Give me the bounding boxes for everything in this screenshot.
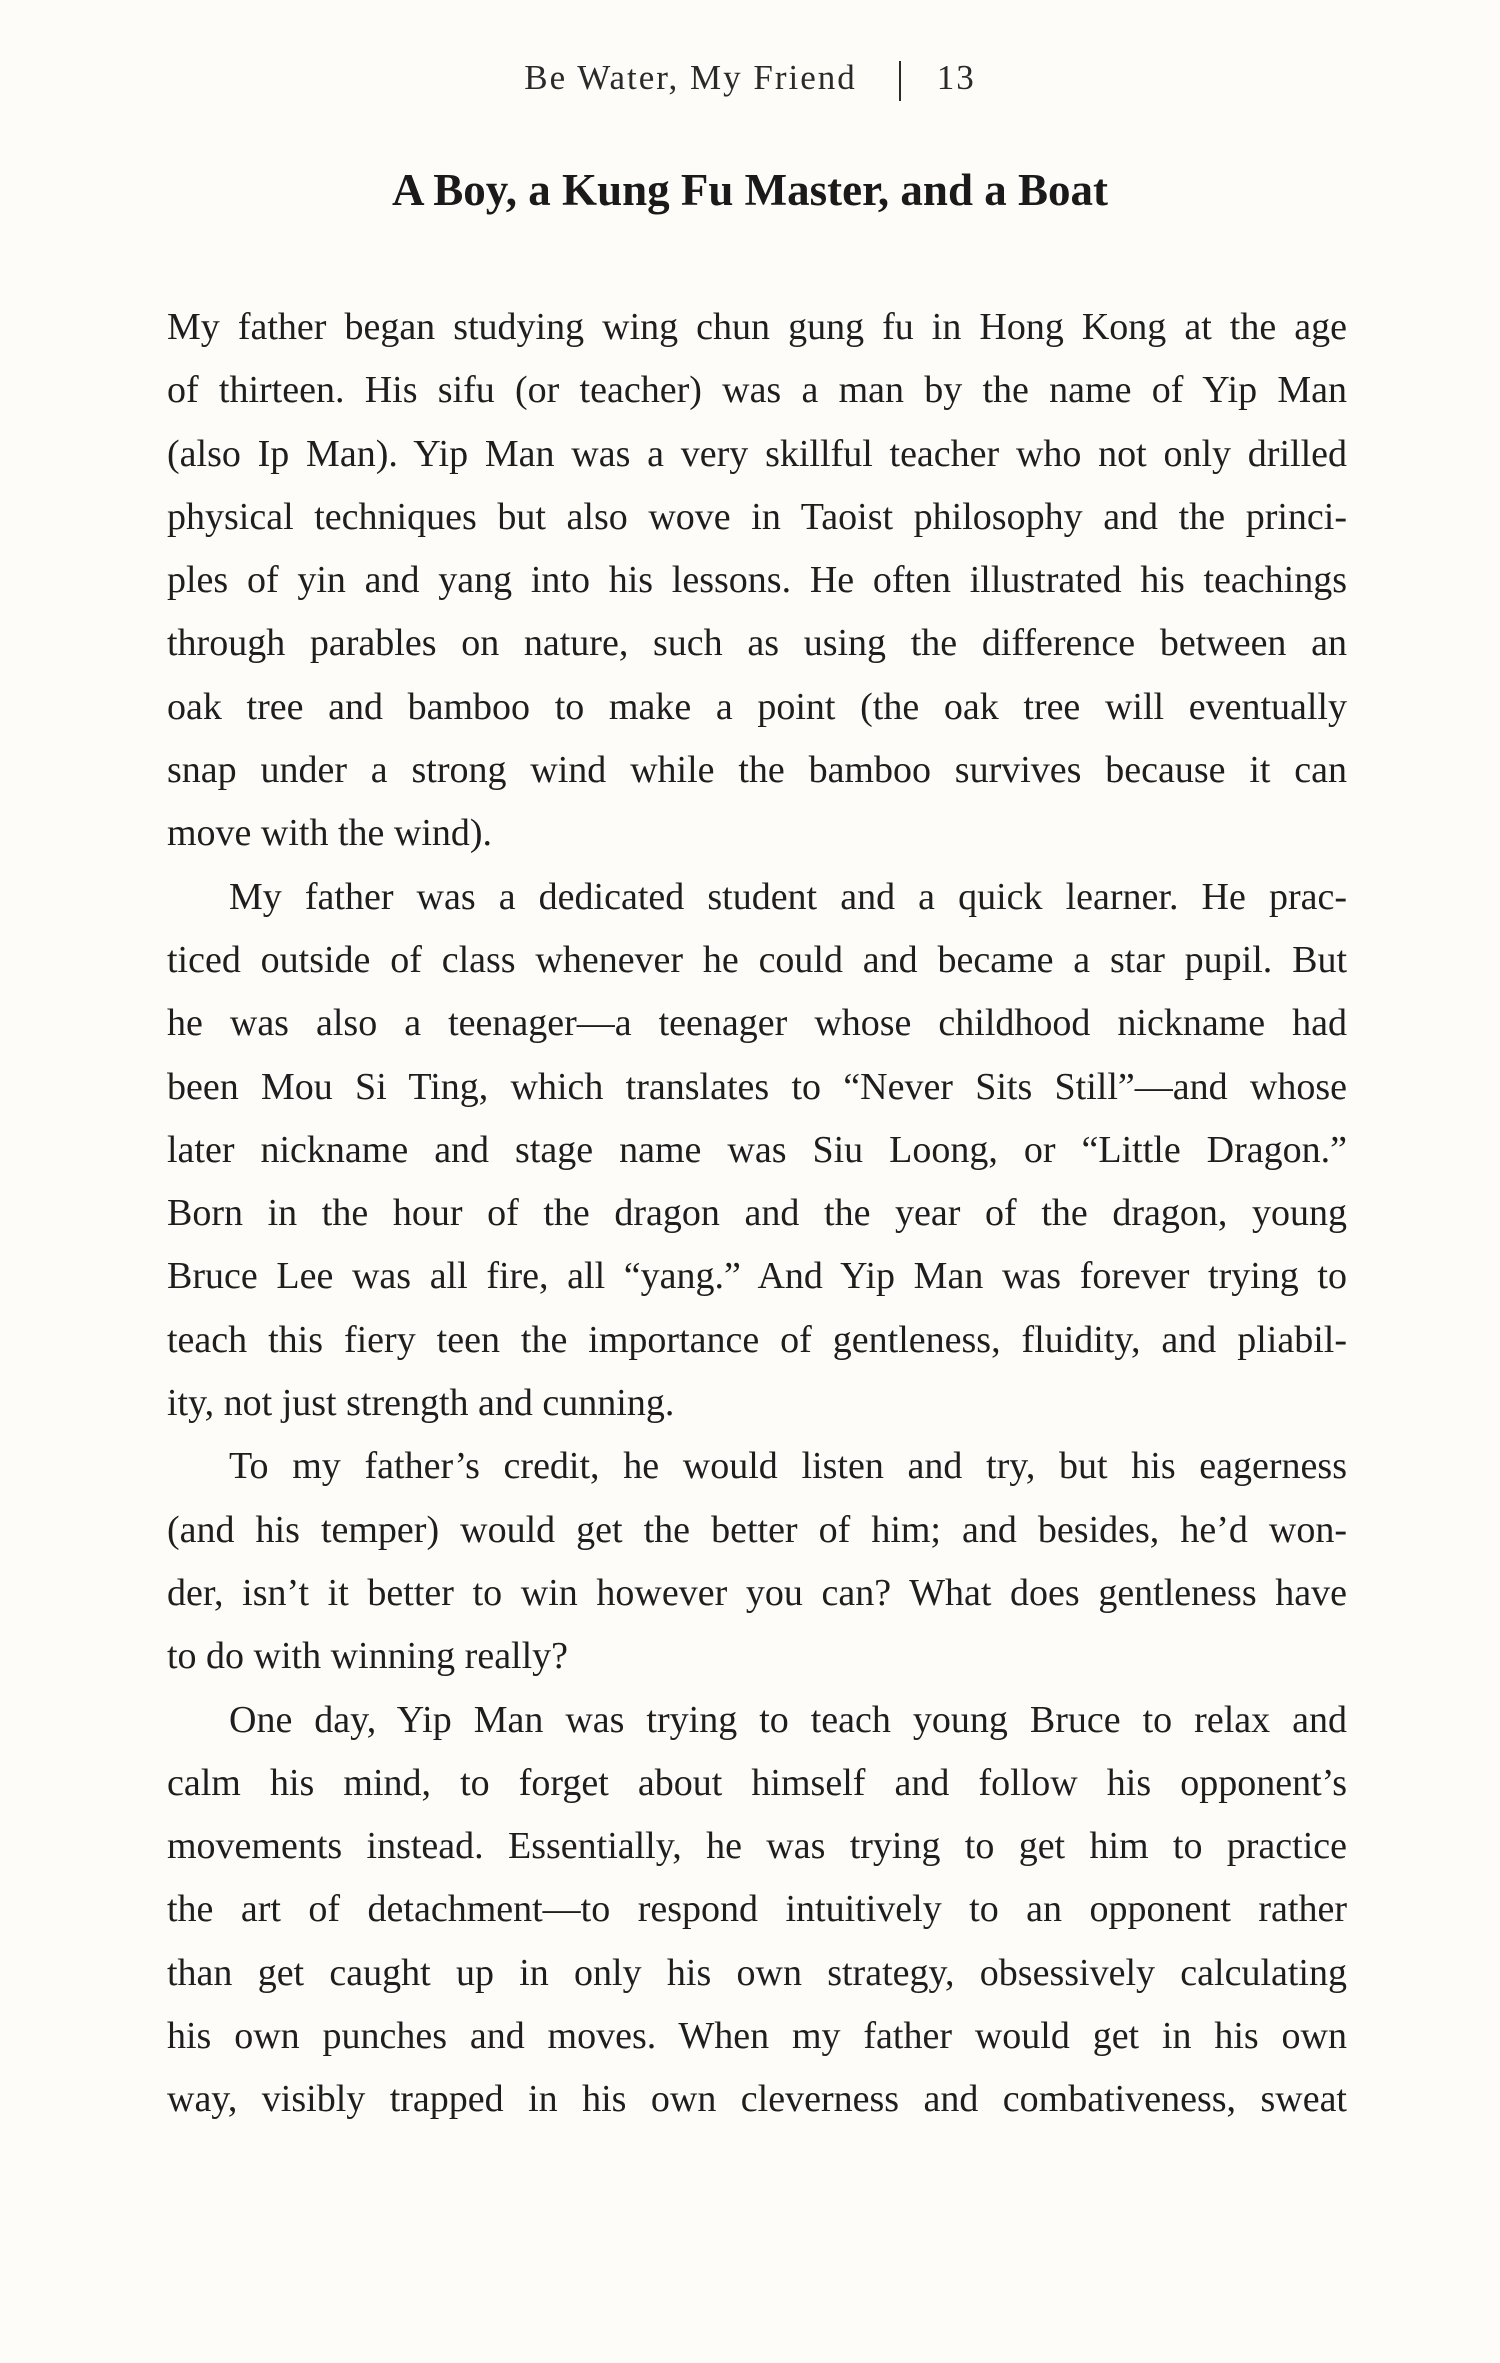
text-line: My father was a dedicated student and a quick learner. He prac- [229, 875, 1347, 918]
text-line: his own punches and moves. When my father would get in his own [167, 2015, 1347, 2058]
running-head [0, 56, 1500, 101]
text-line: ity, not just strength and cunning. [167, 1382, 675, 1425]
text-line: than get caught up in only his own strategy, obsessively calculating [167, 1951, 1347, 1994]
paragraph-3 [167, 1435, 1347, 1688]
text-line: Bruce Lee was all fire, all “yang.” And Yip Man was forever trying to [167, 1255, 1347, 1298]
page-number: 13 [936, 58, 976, 97]
text-line: of thirteen. His sifu (or teacher) was a man by the name of Yip Man [167, 369, 1347, 412]
text-line: move with the wind). [167, 812, 493, 855]
text-line: been Mou Si Ting, which translates to “Never Sits Still”—and whose [167, 1065, 1347, 1108]
text-line: To my father’s credit, he would listen and try, but his eagerness [229, 1445, 1347, 1488]
text-line: movements instead. Essentially, he was trying to get him to practice [167, 1825, 1347, 1868]
text-line: he was also a teenager—a teenager whose childhood nickname had [167, 1002, 1347, 1045]
text-line: later nickname and stage name was Siu Loong, or “Little Dragon.” [167, 1128, 1347, 1171]
text-line: physical techniques but also wove in Taoist philosophy and the princi- [167, 495, 1347, 538]
text-line: oak tree and bamboo to make a point (the oak tree will eventually [167, 685, 1347, 728]
text-line: ticed outside of class whenever he could and became a star pupil. But [167, 938, 1347, 981]
text-line: through parables on nature, such as using the difference between an [167, 622, 1347, 665]
book-title: Be Water, My Friend [524, 58, 857, 97]
text-line: the art of detachment—to respond intuitively to an opponent rather [167, 1888, 1347, 1931]
text-line: teach this fiery teen the importance of gentleness, fluidity, and pliabil- [167, 1318, 1347, 1361]
section-title: A Boy, a Kung Fu Master, and a Boat [392, 165, 1108, 215]
text-line: way, visibly trapped in his own cleverness and combativeness, sweat [167, 2078, 1347, 2121]
text-line: (also Ip Man). Yip Man was a very skillful teacher who not only drilled [167, 432, 1347, 475]
text-line: ples of yin and yang into his lessons. He often illustrated his teachings [167, 559, 1347, 602]
text-line: One day, Yip Man was trying to teach young Bruce to relax and [229, 1698, 1347, 1741]
text-line: snap under a strong wind while the bamboo survives because it can [167, 749, 1347, 792]
text-line: to do with winning really? [167, 1635, 569, 1678]
header-separator [899, 61, 901, 101]
text-line: calm his mind, to forget about himself and follow his opponent’s [167, 1761, 1347, 1804]
text-line: My father began studying wing chun gung fu in Hong Kong at the age [167, 306, 1347, 348]
text-line: (and his temper) would get the better of him; and besides, he’d won- [167, 1508, 1347, 1551]
paragraph-1 [167, 296, 1347, 866]
text-line: Born in the hour of the dragon and the year of the dragon, young [167, 1192, 1347, 1235]
text-line: der, isn’t it better to win however you can? What does gentleness have [167, 1571, 1347, 1614]
paragraph-4 [167, 1689, 1347, 2132]
paragraph-2 [167, 866, 1347, 1436]
body-text [167, 296, 1347, 2132]
